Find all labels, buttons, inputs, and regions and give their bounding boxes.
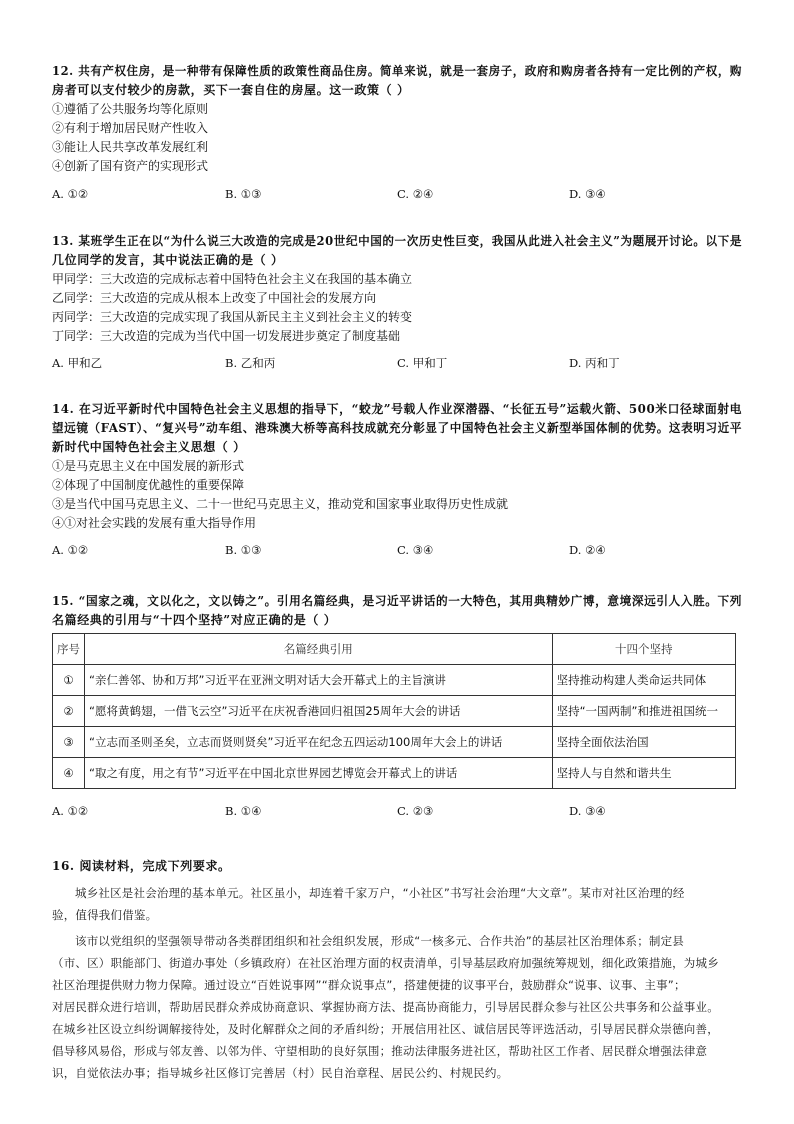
row-principle: 坚持人与自然和谐共生 (552, 758, 735, 789)
header-principle: 十四个坚持 (552, 634, 735, 665)
option-c[interactable]: C. ②④ (397, 187, 434, 201)
option-b[interactable]: B. ①③ (225, 187, 262, 201)
option-a[interactable]: A. ①② (52, 187, 89, 201)
table-header-row (53, 634, 736, 665)
statement-list (52, 457, 742, 533)
paragraph-line: 社区治理提供财力物力保障。通过设立“百姓说事网”“群众说事点”，搭建便捷的议事平台，鼓励群众“说事、议事、主事”； (52, 978, 686, 992)
paragraph-line: 在城乡社区设立纠纷调解接待处，及时化解群众之间的矛盾纠纷；开展信用社区、诚信居民等评选活动，引导居民群众崇德向善， (52, 1022, 719, 1036)
stem-line: 15. “国家之魂，文以化之，文以铸之”。引用名篇经典，是习近平讲话的一大特色，其用典精妙广博，意境深远引人入胜。下列 (52, 594, 742, 608)
material-paragraph-1 (52, 882, 742, 926)
option-b[interactable]: B. ①③ (225, 543, 262, 557)
question-15 (52, 592, 742, 630)
statement-item: ④创新了国有资产的实现形式 (52, 159, 209, 173)
statement-item: ②有利于增加居民财产性收入 (52, 121, 209, 135)
paragraph-line: 倡导移风易俗，形成与邻友善、以邻为伴、守望相助的良好氛围；推动法律服务进社区，帮助社区工作者、居民群众增强法律意 (52, 1044, 708, 1058)
option-a[interactable]: A. ①② (52, 804, 89, 818)
question-title: 16. 阅读材料，完成下列要求。 (52, 859, 231, 873)
row-index: ② (53, 696, 85, 727)
stem-line: 14. 在习近平新时代中国特色社会主义思想的指导下，“蛟龙”号载人作业深潜器、“长征五号”运载火箭、500米口径球面射电 (52, 402, 742, 416)
statement-item: 丙同学：三大改造的完成实现了我国从新民主主义到社会主义的转变 (52, 310, 413, 324)
header-index: 序号 (53, 634, 85, 665)
row-index: ③ (53, 727, 85, 758)
option-a[interactable]: A. 甲和乙 (52, 356, 103, 370)
table-row (53, 758, 736, 789)
row-principle: 坚持全面依法治国 (552, 727, 735, 758)
question-13 (52, 232, 742, 373)
question-16 (52, 856, 742, 1084)
paragraph-line: 城乡社区是社会治理的基本单元。社区虽小，却连着千家万户，“小社区”书写社会治理“大文章”。某市对社区治理的经 (75, 886, 685, 900)
row-index: ④ (53, 758, 85, 789)
row-index: ① (53, 665, 85, 696)
stem-line: 新时代中国特色社会主义思想（ ） (52, 440, 246, 454)
row-quotation: “愿将黄鹤翅，一借飞云空”习近平在庆祝香港回归祖国25周年大会的讲话 (85, 696, 553, 727)
quotation-table (52, 633, 736, 789)
question-15-options (52, 802, 742, 821)
table-row (53, 665, 736, 696)
statement-item: 丁同学：三大改造的完成为当代中国一切发展进步奠定了制度基础 (52, 329, 401, 343)
row-quotation: “亲仁善邻、协和万邦”习近平在亚洲文明对话大会开幕式上的主旨演讲 (85, 665, 553, 696)
question-stem (52, 400, 742, 457)
statement-item: ③能让人民共享改革发展红利 (52, 140, 209, 154)
statement-item: ③是当代中国马克思主义、二十一世纪马克思主义，推动党和国家事业取得历史性成就 (52, 497, 509, 511)
statement-list (52, 100, 742, 176)
statement-item: 乙同学：三大改造的完成从根本上改变了中国社会的发展方向 (52, 291, 377, 305)
paragraph-line: 验，值得我们借鉴。 (52, 908, 158, 922)
option-c[interactable]: C. 甲和丁 (397, 356, 448, 370)
question-stem (52, 232, 742, 270)
option-c[interactable]: C. ②③ (397, 804, 434, 818)
question-12 (52, 62, 742, 204)
option-c[interactable]: C. ③④ (397, 543, 434, 557)
question-stem (52, 62, 742, 100)
option-d[interactable]: D. ②④ (569, 543, 606, 557)
row-principle: 坚持“一国两制”和推进祖国统一 (552, 696, 735, 727)
statement-list (52, 270, 742, 346)
statement-item: ①是马克思主义在中国发展的新形式 (52, 459, 245, 473)
option-d[interactable]: D. ③④ (569, 187, 606, 201)
option-b[interactable]: B. 乙和丙 (225, 356, 276, 370)
stem-line: 名篇经典的引用与“十四个坚持”对应正确的是（ ） (52, 613, 337, 627)
table-row (53, 727, 736, 758)
answer-options (52, 185, 742, 204)
question-14 (52, 400, 742, 560)
option-b[interactable]: B. ①④ (225, 804, 262, 818)
option-d[interactable]: D. 丙和丁 (569, 356, 620, 370)
answer-options (52, 541, 742, 560)
stem-line: 13. 某班学生正在以“为什么说三大改造的完成是20世纪中国的一次历史性巨变，我国从此进入社会主义”为题展开讨论。以下是 (52, 234, 742, 248)
paragraph-line: 识，自觉依法办事；指导城乡社区修订完善居（村）民自治章程、居民公约、村规民约。 (52, 1066, 509, 1080)
header-quotation: 名篇经典引用 (85, 634, 553, 665)
material-paragraph-2 (52, 930, 742, 1084)
paragraph-line: （市、区）职能部门、街道办事处（乡镇政府）在社区治理方面的权责清单，引导基层政府加强统筹规划，细化政策措施，为城乡 (52, 956, 719, 970)
statement-item: 甲同学：三大改造的完成标志着中国特色社会主义在我国的基本确立 (52, 272, 413, 286)
stem-line: 几位同学的发言，其中说法正确的是（ ） (52, 253, 284, 267)
row-quotation: “立志而圣则圣矣，立志而贤则贤矣”习近平在纪念五四运动100周年大会上的讲话 (85, 727, 553, 758)
statement-item: ①遵循了公共服务均等化原则 (52, 102, 209, 116)
statement-item: ②体现了中国制度优越性的重要保障 (52, 478, 245, 492)
stem-line: 望远镜（FAST）、“复兴号”动车组、港珠澳大桥等高科技成就充分彰显了中国特色社会主义新型举国体制的优势。这表明习近平 (52, 421, 742, 435)
statement-item: ④①对社会实践的发展有重大指导作用 (52, 516, 257, 530)
stem-line: 房者可以支付较少的房款，买下一套自住的房屋。这一政策（ ） (52, 83, 410, 97)
paragraph-line: 该市以党组织的坚强领导带动各类群团组织和社会组织发展，形成“一核多元、合作共治”的基层社区治理体系；制定县 (75, 934, 685, 948)
stem-line: 12. 共有产权住房，是一种带有保障性质的政策性商品住房。简单来说，就是一套房子，政府和购房者各持有一定比例的产权，购 (52, 64, 742, 78)
option-d[interactable]: D. ③④ (569, 804, 606, 818)
answer-options (52, 354, 742, 373)
row-quotation: “取之有度，用之有节”习近平在中国北京世界园艺博览会开幕式上的讲话 (85, 758, 553, 789)
paragraph-line: 对居民群众进行培训，帮助居民群众养成协商意识、掌握协商方法、提高协商能力，引导居民群众参与社区公共事务和公益事业。 (52, 1000, 719, 1014)
question-stem (52, 592, 742, 630)
row-principle: 坚持推动构建人类命运共同体 (552, 665, 735, 696)
answer-options (52, 802, 742, 821)
option-a[interactable]: A. ①② (52, 543, 89, 557)
table-row (53, 696, 736, 727)
